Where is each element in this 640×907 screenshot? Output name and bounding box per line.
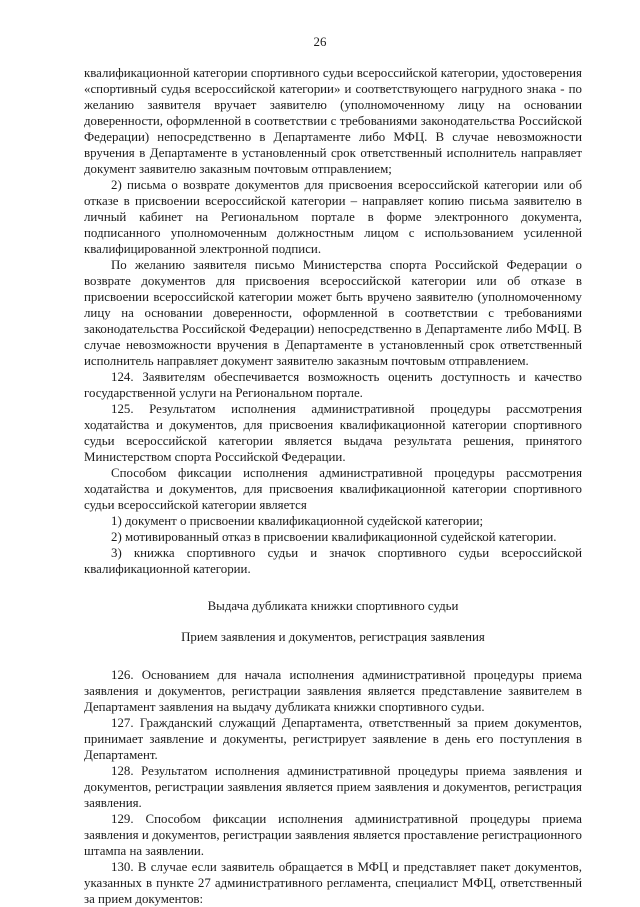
- paragraph: 2) письма о возврате документов для присвоения всероссийской категории или об отказе в присвоении всероссийской категории – направляет копию письма заявителю в личный кабинет на Региональном портале в форме электронного документа, подписанного уполномоченным должностным лицом с использованием усиленной квалифицированной электронной подписи.: [84, 178, 582, 256]
- paragraph: квалификационной категории спортивного судьи всероссийской категории, удостоверения «спортивный судья всероссийской категории» и соответствующего нагрудного знака - по желанию заявителя вручает заявителю (уполномоченному лицу на основании доверенности, оформленной в соответствии с требованиями законодательства Российской Федерации) непосредственно в Департаменте либо МФЦ. В случае невозможности вручения в Департаменте в установленный срок ответственный исполнитель направляет документ заявителю заказным почтовым отправлением;: [84, 66, 582, 176]
- page-number: 26: [313, 35, 327, 49]
- list-item: 2) мотивированный отказ в присвоении квалификационной судейской категории.: [111, 530, 557, 544]
- subsection-heading: Прием заявления и документов, регистрация заявления: [181, 630, 485, 644]
- list-item: 1) документ о присвоении квалификационной судейской категории;: [111, 514, 484, 528]
- paragraph: Способом фиксации исполнения административной процедуры рассмотрения ходатайства и документов, для присвоения квалификационной категории спортивного судьи всероссийской категории является: [84, 466, 582, 512]
- paragraph: 127. Гражданский служащий Департамента, ответственный за прием документов, принимает заявление и документы, регистрирует заявление в день его поступления в Департамент.: [84, 716, 582, 762]
- paragraph: По желанию заявителя письмо Министерства спорта Российской Федерации о возврате документов для присвоения всероссийской категории или об отказе в присвоении всероссийской категории может быть вручено заявителю (уполномоченному лицу на основании доверенности, оформленной в соответствии с требованиями законодательства Российской Федерации) непосредственно в Департаменте либо МФЦ. В случае невозможности вручения в Департаменте в установленный срок ответственный исполнитель направляет документ заявителю заказным почтовым отправлением.: [84, 258, 582, 368]
- paragraph: 126. Основанием для начала исполнения административной процедуры приема заявления и документов, регистрации заявления является представление заявителем в Департамент заявления на выдачу дубликата книжки спортивного судьи.: [84, 668, 582, 714]
- section-heading: Выдача дубликата книжки спортивного судьи: [207, 599, 459, 613]
- paragraph: 129. Способом фиксации исполнения административной процедуры приема заявления и документов, регистрации заявления является проставление регистрационного штампа на заявлении.: [84, 812, 582, 858]
- paragraph: 130. В случае если заявитель обращается в МФЦ и представляет пакет документов, указанных в пункте 27 административного регламента, специалист МФЦ, ответственный за прием документов:: [84, 860, 582, 906]
- list-item: 3) книжка спортивного судьи и значок спортивного судьи всероссийской квалификационной категории.: [84, 546, 582, 576]
- page-body: [84, 65, 582, 907]
- paragraph: 124. Заявителям обеспечивается возможность оценить доступность и качество государственной услуги на Региональном портале.: [84, 370, 582, 400]
- paragraph: 128. Результатом исполнения административной процедуры приема заявления и документов, регистрации заявления является прием заявления и документов, регистрация заявления.: [84, 764, 582, 810]
- paragraph: 125. Результатом исполнения административной процедуры рассмотрения ходатайства и документов, для присвоения квалификационной категории спортивного судьи всероссийской категории является выдача результата решения, принятого Министерством спорта Российской Федерации.: [84, 402, 582, 464]
